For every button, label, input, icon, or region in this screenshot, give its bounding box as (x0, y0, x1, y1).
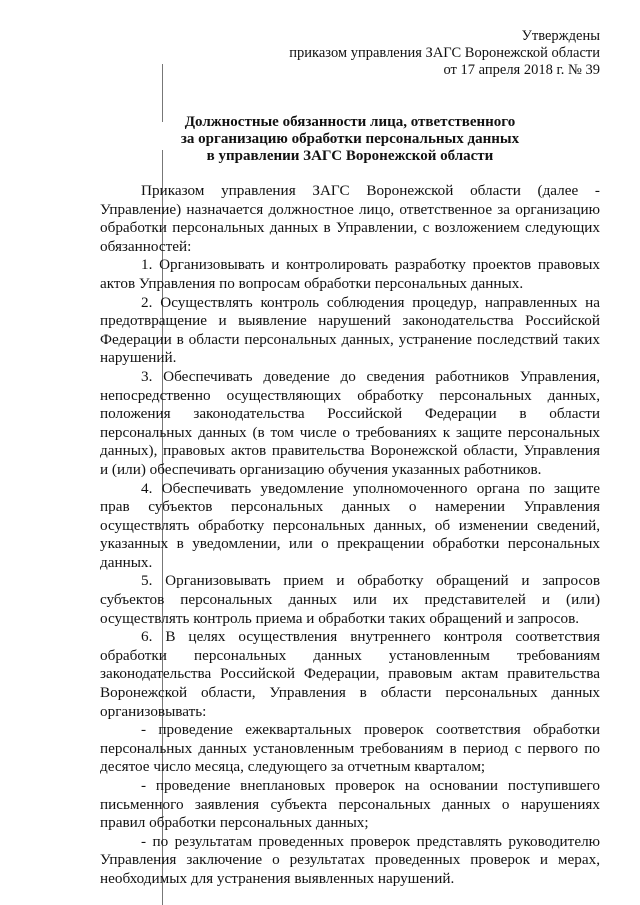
approval-block (100, 28, 600, 79)
paragraph-item-1: 1. Организовывать и контролировать разработку проектов правовых актов Управления по вопросам обработки персональных данных. (100, 256, 600, 292)
document-page (100, 28, 600, 889)
paragraph-subitem: - проведение внеплановых проверок на основании поступившего письменного заявления субъекта персональных данных о нарушениях правил обработки персональных данных; (100, 777, 600, 832)
paragraph-item-2: 2. Осуществлять контроль соблюдения процедур, направленных на предотвращение и выявление нарушений законодательства Российской Федерации в области персональных данных, устранение последствий таких нарушений. (100, 293, 600, 367)
approval-line: приказом управления ЗАГС Воронежской области (289, 45, 600, 61)
paragraph-item-3: 3. Обеспечивать доведение до сведения работников Управления, непосредственно осуществляющих обработку персональных данных, положения законодательства Российской Федерации в области персональных данных (в том числе о требованиях к защите персональных данных), правовых актов правительства Воронежской области, Управления и (или) обеспечивать организацию обучения указанных работников. (100, 367, 600, 478)
document-body (100, 182, 600, 889)
document-title (100, 114, 600, 165)
paragraph-intro: Приказом управления ЗАГС Воронежской области (далее - Управление) назначается должностное лицо, ответственное за организацию обработки персональных данных в Управлении, с возложением следующих обязанностей: (100, 182, 600, 255)
title-line: за организацию обработки персональных данных (180, 131, 520, 147)
paragraph-subitem: - по результатам проведенных проверок представлять руководителю Управления заключение о результатах проведенных проверок и мерах, необходимых для устранения выявленных нарушений. (100, 832, 600, 887)
approval-line: от 17 апреля 2018 г. № 39 (443, 62, 600, 78)
title-line: Должностные обязанности лица, ответственного (184, 114, 516, 130)
approval-line: Утверждены (521, 28, 600, 44)
paragraph-item-4: 4. Обеспечивать уведомление уполномоченного органа по защите прав субъектов персональных данных о намерении Управления осуществлять обработку персональных данных, об изменении сведений, указанных в уведомлении, или о прекращении обработки персональных данных. (100, 479, 600, 571)
paragraph-item-6: 6. В целях осуществления внутреннего контроля соответствия обработки персональных данных установленным требованиям законодательства Российской Федерации, правовым актам правительства Воронежской области, Управления в области персональных данных организовывать: (100, 628, 600, 720)
paragraph-subitem: - проведение ежеквартальных проверок соответствия обработки персональных данных установленным требованиям в период с первого по десятое число месяца, следующего за отчетным кварталом; (100, 721, 600, 776)
title-line: в управлении ЗАГС Воронежской области (206, 148, 494, 164)
paragraph-item-5: 5. Организовывать прием и обработку обращений и запросов субъектов персональных данных или их представителей и (или) осуществлять контроль приема и обработки таких обращений и запросов. (100, 572, 600, 627)
